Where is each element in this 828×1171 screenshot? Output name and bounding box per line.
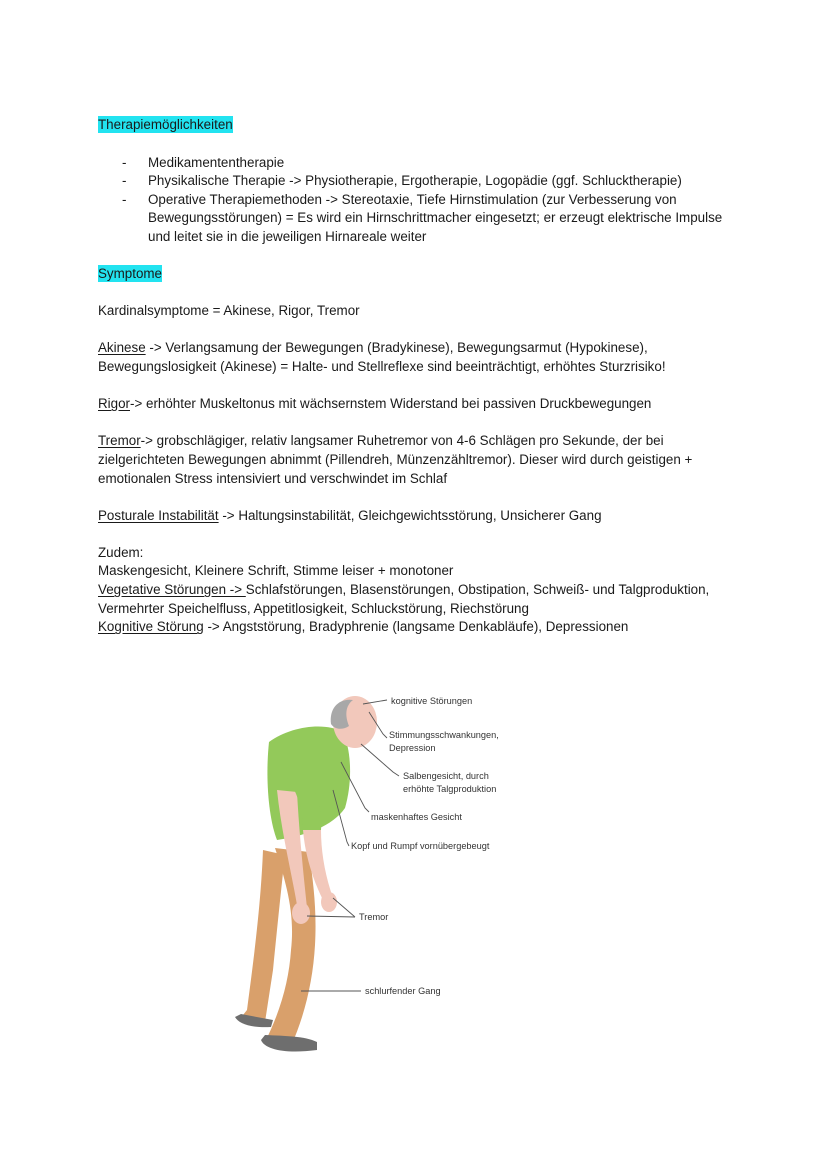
list-item-text: Physikalische Therapie -> Physiotherapie, Ergotherapie, Logopädie (ggf. Schlucktherapie): [148, 173, 682, 189]
label-kopf: Kopf und Rumpf vornübergebeugt: [351, 841, 490, 851]
vegetativ-term: Vegetative Störungen ->: [98, 582, 246, 598]
label-stimmung-2: Depression: [389, 743, 436, 753]
akinese-paragraph: [98, 339, 738, 376]
rigor-paragraph: [98, 395, 738, 414]
therapie-heading: [98, 116, 738, 135]
label-masken: maskenhaftes Gesicht: [371, 812, 462, 822]
kognitiv-paragraph: [98, 618, 738, 637]
label-tremor: Tremor: [359, 912, 389, 922]
rigor-term: Rigor: [98, 396, 130, 412]
leader-tremor-2: [333, 898, 355, 917]
list-item: - Operative Therapiemethoden -> Stereotaxie, Tiefe Hirnstimulation (zur Verbesserung von Bewegungsstörungen) = Es wird ein Hirnschrittmacher eingesetzt; er erzeugt elektrische Impulse und leitet sie in die jeweiligen Hirnareale weiter: [122, 191, 723, 244]
tremor-term: Tremor: [98, 433, 141, 449]
akinese-term: Akinese: [98, 340, 146, 356]
therapie-list: [98, 154, 738, 247]
front-shoe: [261, 1035, 317, 1052]
posturale-term: Posturale Instabilität: [98, 507, 219, 523]
kognitiv-text: -> Angststörung, Bradyphrenie (langsame Denkabläufe), Depressionen: [203, 619, 629, 635]
kognitiv-term: Kognitive Störung: [98, 619, 204, 635]
patient-figure: [235, 696, 377, 1052]
document-text: [98, 116, 738, 637]
label-kognitiv: kognitive Störungen: [391, 696, 473, 706]
parkinson-illustration: [225, 680, 525, 1065]
vegetativ-paragraph: [98, 581, 738, 618]
hand-right: [321, 892, 337, 912]
list-item: - Medikamententherapie: [122, 154, 285, 170]
posturale-paragraph: [98, 507, 738, 526]
label-gang: schlurfender Gang: [365, 986, 441, 996]
tremor-text: -> grobschlägiger, relativ langsamer Ruhetremor von 4-6 Schlägen pro Sekunde, der bei zielgerichteten Bewegungen abnimmt (Pillendreh, Münzenzähltremor). Dieser wird durch geistigen + emotionalen Stress intensiviert und verschwindet im Schlaf: [98, 433, 693, 486]
label-stimmung-1: Stimmungsschwankungen,: [389, 730, 499, 740]
therapie-heading-text: Therapiemöglichkeiten: [98, 117, 233, 132]
zudem-label: Zudem:: [98, 544, 144, 560]
hand-left: [292, 902, 310, 924]
vegetativ-text: Schlafstörungen, Blasenstörungen, Obstipation, Schweiß- und Talgproduktion, Vermehrter Speichelfluss, Appetitlosigkeit, Schluckstörung, Riechstörung: [98, 582, 710, 616]
akinese-text: -> Verlangsamung der Bewegungen (Bradykinese), Bewegungsarmut (Hypokinese), Bewegungslosigkeit (Akinese) = Halte- und Stellreflexe sind beeinträchtigt, erhöhtes Sturzrisiko!: [98, 340, 666, 374]
symptome-heading: [98, 265, 738, 284]
label-salben-1: Salbengesicht, durch: [403, 771, 489, 781]
rigor-text: -> erhöhter Muskeltonus mit wächsernstem Widerstand bei passiven Druckbewegungen: [130, 396, 652, 412]
posturale-text: -> Haltungsinstabilität, Gleichgewichtsstörung, Unsicherer Gang: [218, 507, 602, 523]
list-item-text: Medikamententherapie: [148, 154, 285, 170]
zudem-line: Maskengesicht, Kleinere Schrift, Stimme leiser + monotoner: [98, 563, 454, 579]
label-salben-2: erhöhte Talgproduktion: [403, 784, 497, 794]
list-item: - Physikalische Therapie -> Physiotherapie, Ergotherapie, Logopädie (ggf. Schlucktherapie): [122, 173, 682, 189]
tremor-paragraph: [98, 432, 738, 488]
kardinal-line: Kardinalsymptome = Akinese, Rigor, Tremor: [98, 303, 360, 319]
back-leg: [239, 850, 285, 1022]
symptome-heading-text: Symptome: [98, 265, 162, 281]
list-item-text: Operative Therapiemethoden -> Stereotaxie, Tiefe Hirnstimulation (zur Verbesserung von Bewegungsstörungen) = Es wird ein Hirnschrittmacher eingesetzt; er erzeugt elektrische Impulse und leitet sie in die jeweiligen Hirnareale weiter: [148, 191, 723, 244]
